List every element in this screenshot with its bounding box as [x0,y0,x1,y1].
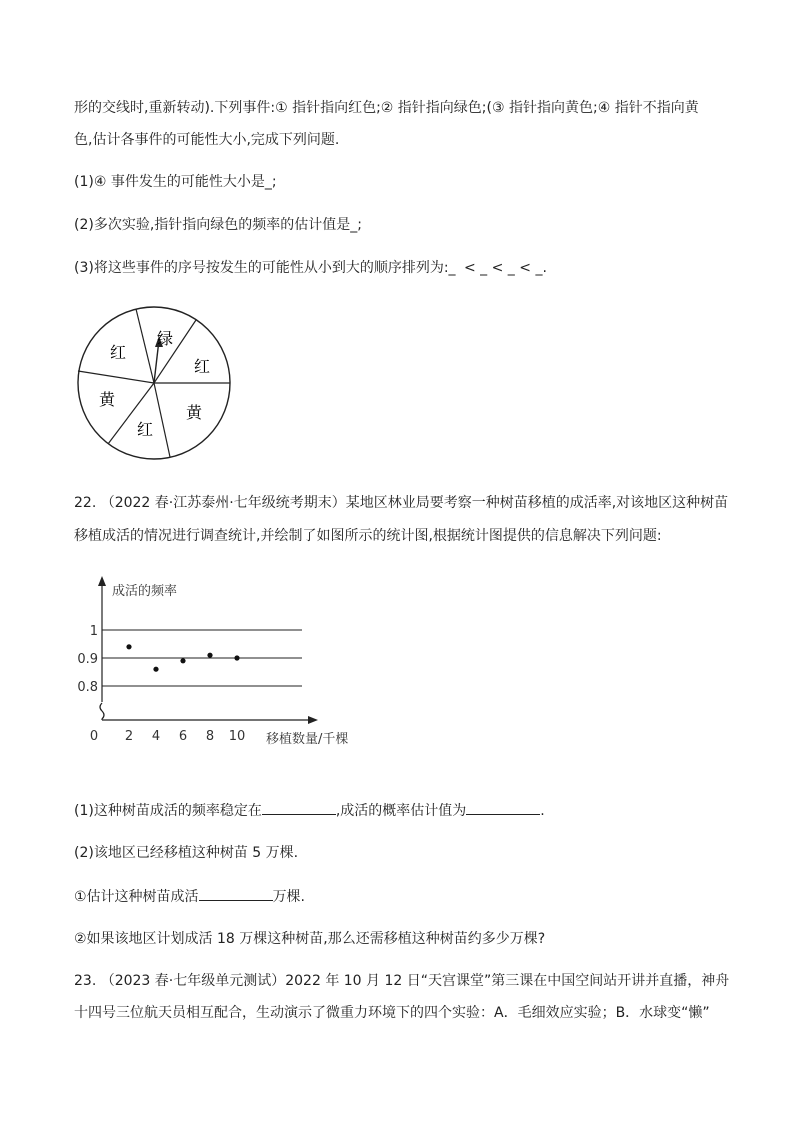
sector-label-red: 红 [193,357,211,376]
spinner-divider [78,371,154,383]
sector-label-yellow: 黄 [98,390,116,409]
q22-line-2: 移植成活的情况进行调查统计,并绘制了如图所示的统计图,根据统计图提供的信息解决下列问题: [74,528,662,544]
sector-label-yellow: 黄 [185,403,203,422]
q22-line-1: 22. （2022 春·江苏泰州·七年级统考期末）某地区林业局要考察一种树苗移植的成活率,对该地区这种树苗 [74,495,729,511]
data-point [180,658,185,663]
data-point [153,667,158,672]
x-tick-label: 10 [228,729,246,744]
q22-part-3 [74,886,305,907]
y-axis-break [100,703,104,720]
q21-line-1: 形的交线时,重新转动).下列事件:① 指针指向红色;② 指针指向绿色;(③ 指针指向黄色;④ 指针不指向黄 [74,100,699,116]
y-tick-label: 1 [89,624,98,639]
q21-part-1: (1)④ 事件发生的可能性大小是_; [74,174,277,190]
sector-label-red: 红 [109,343,127,362]
spinner-figure [74,308,238,468]
survival-rate-chart [77,570,349,750]
q22-part-1-text-a: (1)这种树苗成活的频率稳定在 [74,803,262,819]
q23-line-1: 23. （2023 春·七年级单元测试）2022 年 10 月 12 日“天宫课堂”第三课在中国空间站开讲并直播，神舟 [74,973,730,989]
q22-part-1-text-b: ,成活的概率估计值为 [335,803,467,819]
q23-line-2: 十四号三位航天员相互配合，生动演示了微重力环境下的四个实验：A．毛细效应实验；B．水球变“懒” [74,1005,710,1021]
data-point [234,655,239,660]
answer-blank-1[interactable] [262,800,336,815]
x-tick-label: 2 [124,729,134,744]
x-tick-label: 8 [205,729,215,744]
q21-line-2: 色,估计各事件的可能性大小,完成下列问题. [74,132,340,148]
sector-label-red: 红 [136,420,154,439]
spinner-divider [136,309,154,383]
q22-part-1 [74,800,545,821]
y-tick-label: 0.8 [77,680,98,695]
data-point [126,644,131,649]
answer-blank-2[interactable] [466,800,540,815]
spinner-divider [154,383,170,457]
x-tick-label: 0 [89,729,99,744]
q21-part-3 [74,258,547,278]
x-tick-label: 4 [151,729,161,744]
q22-part-3-text-b: 万棵. [272,889,306,905]
y-axis-arrow [98,576,106,586]
answer-blank-3[interactable] [199,886,273,901]
sector-label-green: 绿 [156,329,174,348]
q21-part-2: (2)多次实验,指针指向绿色的频率的估计值是_; [74,217,362,233]
x-axis-arrow [308,716,318,724]
q21-part-3-sequence: < _ < _ < _. [464,260,547,276]
x-axis-label: 移植数量/千棵 [266,732,349,747]
q22-part-1-text-c: . [540,803,545,819]
data-point [207,653,212,658]
q21-part-3-text: (3)将这些事件的序号按发生的可能性从小到大的顺序排列为:_ [74,260,456,276]
y-tick-label: 0.9 [77,652,98,667]
q22-part-3-text-a: ①估计这种树苗成活 [74,889,199,905]
y-axis-label: 成活的频率 [112,584,178,599]
q22-part-2: (2)该地区已经移植这种树苗 5 万棵. [74,845,299,861]
q22-part-4: ②如果该地区计划成活 18 万棵这种树苗,那么还需移植这种树苗约多少万棵? [74,931,546,947]
x-tick-label: 6 [178,729,188,744]
